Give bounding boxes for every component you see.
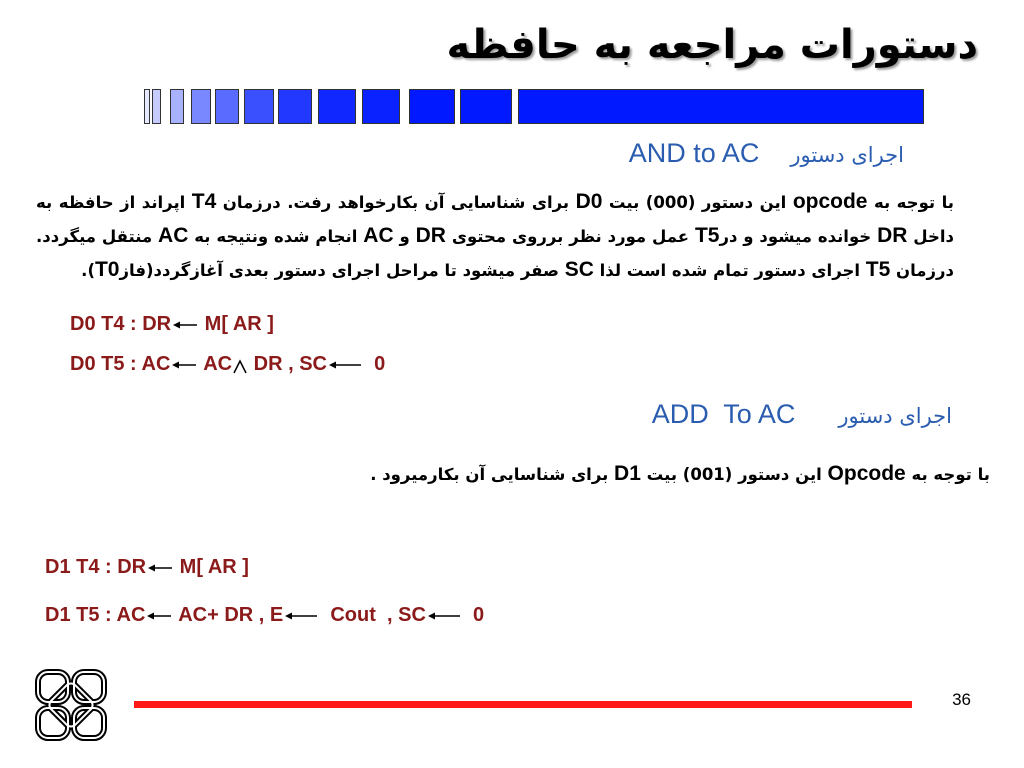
microop-part: D0 T5 : AC — [70, 353, 171, 375]
left-arrow-icon — [147, 611, 171, 621]
microop-part: AC — [198, 353, 233, 375]
text-run: با توجه به — [867, 193, 954, 212]
microop-part: Cout , SC — [319, 604, 426, 626]
page-number: 36 — [952, 690, 971, 709]
text-run: اپراند از حافظه به داخل — [36, 193, 955, 246]
term-dr: DR — [415, 224, 446, 247]
term-sc: SC — [564, 258, 594, 281]
section1-microop-2 — [70, 353, 385, 376]
section2-paragraph — [370, 457, 990, 491]
section2-heading-en: ADD To AC — [651, 399, 796, 429]
term-ac: AC — [363, 224, 394, 247]
footer-divider — [134, 701, 912, 708]
term-t0: T0 — [94, 258, 120, 281]
text-run: عمل مورد نظر برروی محتوی — [445, 227, 695, 246]
text-run: این دستور (001) بیت — [640, 465, 828, 484]
term-dr: DR — [877, 224, 908, 247]
text-run: این دستور (000) بیت — [602, 193, 793, 212]
section1-heading — [629, 138, 904, 169]
slide-title: دستورات مراجعه به حافظه — [446, 22, 978, 68]
text-run: انجام شده ونتیجه به — [188, 227, 364, 246]
microop-part: DR , SC — [248, 353, 327, 375]
section1-heading-en: AND to AC — [628, 138, 760, 168]
term-opcode: opcode — [792, 190, 868, 213]
microop-part: AC+ DR , E — [173, 604, 284, 626]
microop-part: D0 T4 : DR — [70, 313, 172, 335]
term-opcode: Opcode — [827, 462, 906, 485]
text-run: صفر میشود تا مراحل اجرای دستور بعدی آغازگردد(فاز — [119, 261, 565, 280]
term-t5: T5 — [694, 224, 720, 247]
text-run: منتقل میگردد. درزمان — [36, 227, 954, 280]
text-run: و — [393, 227, 416, 246]
text-run: با توجه به — [905, 465, 990, 484]
text-run: اجرای دستور تمام شده است لذا — [593, 261, 866, 280]
left-arrow-icon — [428, 611, 460, 621]
left-arrow-icon — [172, 360, 196, 370]
section1-paragraph — [36, 185, 954, 287]
left-arrow-icon — [173, 320, 197, 330]
microop-part: D1 T5 : AC — [45, 604, 146, 626]
section1-heading-fa: اجرای دستور — [790, 143, 904, 167]
microop-part: D1 T4 : DR — [45, 556, 147, 578]
microop-part: M[ AR ] — [174, 556, 249, 578]
section2-microop-1 — [45, 556, 249, 579]
term-t4: T4 — [191, 190, 217, 213]
term-t5: T5 — [865, 258, 891, 281]
text-run: برای شناسایی آن بکارخواهد رفت. درزمان — [216, 193, 576, 212]
section2-heading-fa: اجرای دستور — [838, 404, 952, 428]
decorative-blue-strip — [144, 89, 924, 122]
text-run: خوانده میشود و در — [719, 227, 878, 246]
text-run: برای شناسایی آن بکارمیرود . — [370, 465, 615, 484]
microop-part: 0 — [363, 353, 386, 375]
section2-microop-2 — [45, 604, 484, 627]
term-d1: D1 — [614, 462, 641, 485]
knot-logo-icon — [30, 664, 112, 746]
logical-and-icon — [232, 357, 248, 373]
microop-part: 0 — [461, 604, 485, 626]
text-run: ). — [81, 261, 95, 280]
left-arrow-icon — [148, 563, 172, 573]
left-arrow-icon — [285, 611, 317, 621]
term-ac: AC — [158, 224, 189, 247]
section1-microop-1 — [70, 313, 274, 336]
microop-part: M[ AR ] — [199, 313, 274, 335]
section2-heading — [652, 399, 952, 430]
left-arrow-icon — [329, 360, 361, 370]
term-d0: D0 — [575, 190, 603, 213]
